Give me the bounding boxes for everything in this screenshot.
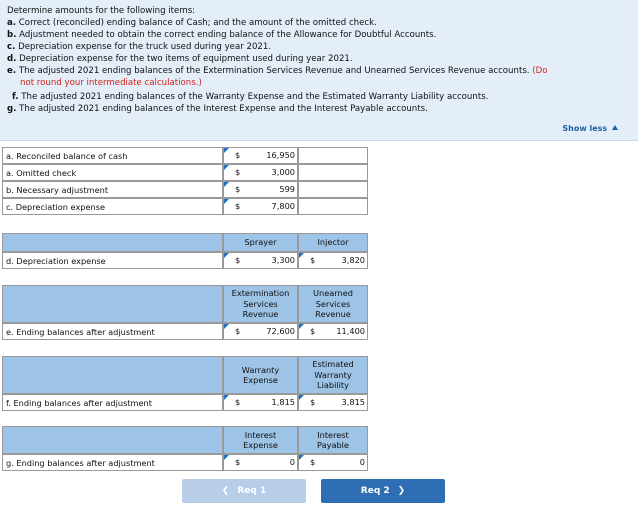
show-less-link[interactable]: Show less (562, 124, 618, 133)
flag-icon (224, 253, 229, 258)
necessary-adjustment-input[interactable]: $ 599 (223, 181, 298, 198)
empty-cell (298, 164, 368, 181)
col-header-warranty-expense: Warranty Expense (223, 356, 298, 394)
next-req-button[interactable] (321, 479, 445, 503)
row-label-f: f. Ending balances after adjustment (2, 394, 223, 411)
flag-icon (299, 455, 304, 460)
col-header-extermination-revenue: Extermination Services Revenue (223, 285, 298, 323)
col-header-interest-payable: Interest Payable (298, 426, 368, 454)
flag-icon (224, 455, 229, 460)
injector-input[interactable]: $ 3,820 (298, 252, 368, 269)
flag-icon (224, 395, 229, 400)
instruction-g: g. The adjusted 2021 ending balances of the Interest Expense and the Interest Payable accounts. (7, 104, 428, 114)
row-label-e: e. Ending balances after adjustment (2, 323, 223, 340)
header-blank (2, 285, 223, 323)
prev-req-label: Req 1 (237, 486, 267, 496)
instruction-e-note: not round your intermediate calculations.) (20, 78, 202, 88)
flag-icon (299, 395, 304, 400)
instructions-panel (0, 0, 638, 141)
warranty-expense-input[interactable]: $ 1,815 (223, 394, 298, 411)
row-label-reconciled-cash: a. Reconciled balance of cash (2, 147, 223, 164)
header-blank (2, 426, 223, 454)
flag-icon (299, 253, 304, 258)
col-header-unearned-revenue: Unearned Services Revenue (298, 285, 368, 323)
instruction-f: f. The adjusted 2021 ending balances of the Warranty Expense and the Estimated Warranty Liability accounts. (12, 92, 489, 102)
prev-req-button[interactable] (182, 479, 306, 503)
unearned-revenue-input[interactable]: $ 11,400 (298, 323, 368, 340)
omitted-check-input[interactable]: $ 3,000 (223, 164, 298, 181)
warranty-liability-input[interactable]: $ 3,815 (298, 394, 368, 411)
col-header-interest-expense: Interest Expense (223, 426, 298, 454)
interest-expense-input[interactable]: $ 0 (223, 454, 298, 471)
chevron-left-icon: ❮ (221, 486, 230, 496)
row-label-necessary-adjustment: b. Necessary adjustment (2, 181, 223, 198)
sprayer-input[interactable]: $ 3,300 (223, 252, 298, 269)
empty-cell (298, 181, 368, 198)
extermination-revenue-input[interactable]: $ 72,600 (223, 323, 298, 340)
instruction-d: d. Depreciation expense for the two items of equipment used during year 2021. (7, 54, 353, 64)
flag-icon (224, 148, 229, 153)
header-blank (2, 356, 223, 394)
flag-icon (224, 324, 229, 329)
chevron-right-icon: ❯ (397, 486, 406, 496)
interest-payable-input[interactable]: $ 0 (298, 454, 368, 471)
empty-cell (298, 147, 368, 164)
row-label-d: d. Depreciation expense (2, 252, 223, 269)
instructions-heading: Determine amounts for the following items: (7, 6, 196, 16)
reconciled-cash-input[interactable]: $ 16,950 (223, 147, 298, 164)
row-label-g: g. Ending balances after adjustment (2, 454, 223, 471)
flag-icon (224, 165, 229, 170)
col-header-sprayer: Sprayer (223, 233, 298, 252)
row-label-omitted-check: a. Omitted check (2, 164, 223, 181)
caret-up-icon (612, 125, 618, 130)
empty-cell (298, 198, 368, 215)
flag-icon (224, 182, 229, 187)
instruction-e: e. The adjusted 2021 ending balances of the Extermination Services Revenue and Unearned Services Revenue accounts. (Do (7, 66, 548, 76)
instruction-c: c. Depreciation expense for the truck used during year 2021. (7, 42, 272, 52)
depreciation-expense-input[interactable]: $ 7,800 (223, 198, 298, 215)
header-blank (2, 233, 223, 252)
col-header-injector: Injector (298, 233, 368, 252)
instruction-b: b. Adjustment needed to obtain the correct ending balance of the Allowance for Doubtful Accounts. (7, 30, 437, 40)
flag-icon (224, 199, 229, 204)
flag-icon (299, 324, 304, 329)
row-label-depreciation-expense: c. Depreciation expense (2, 198, 223, 215)
col-header-warranty-liability: Estimated Warranty Liability (298, 356, 368, 394)
next-req-label: Req 2 (360, 486, 390, 496)
instruction-a: a. Correct (reconciled) ending balance of Cash; and the amount of the omitted check. (7, 18, 377, 28)
